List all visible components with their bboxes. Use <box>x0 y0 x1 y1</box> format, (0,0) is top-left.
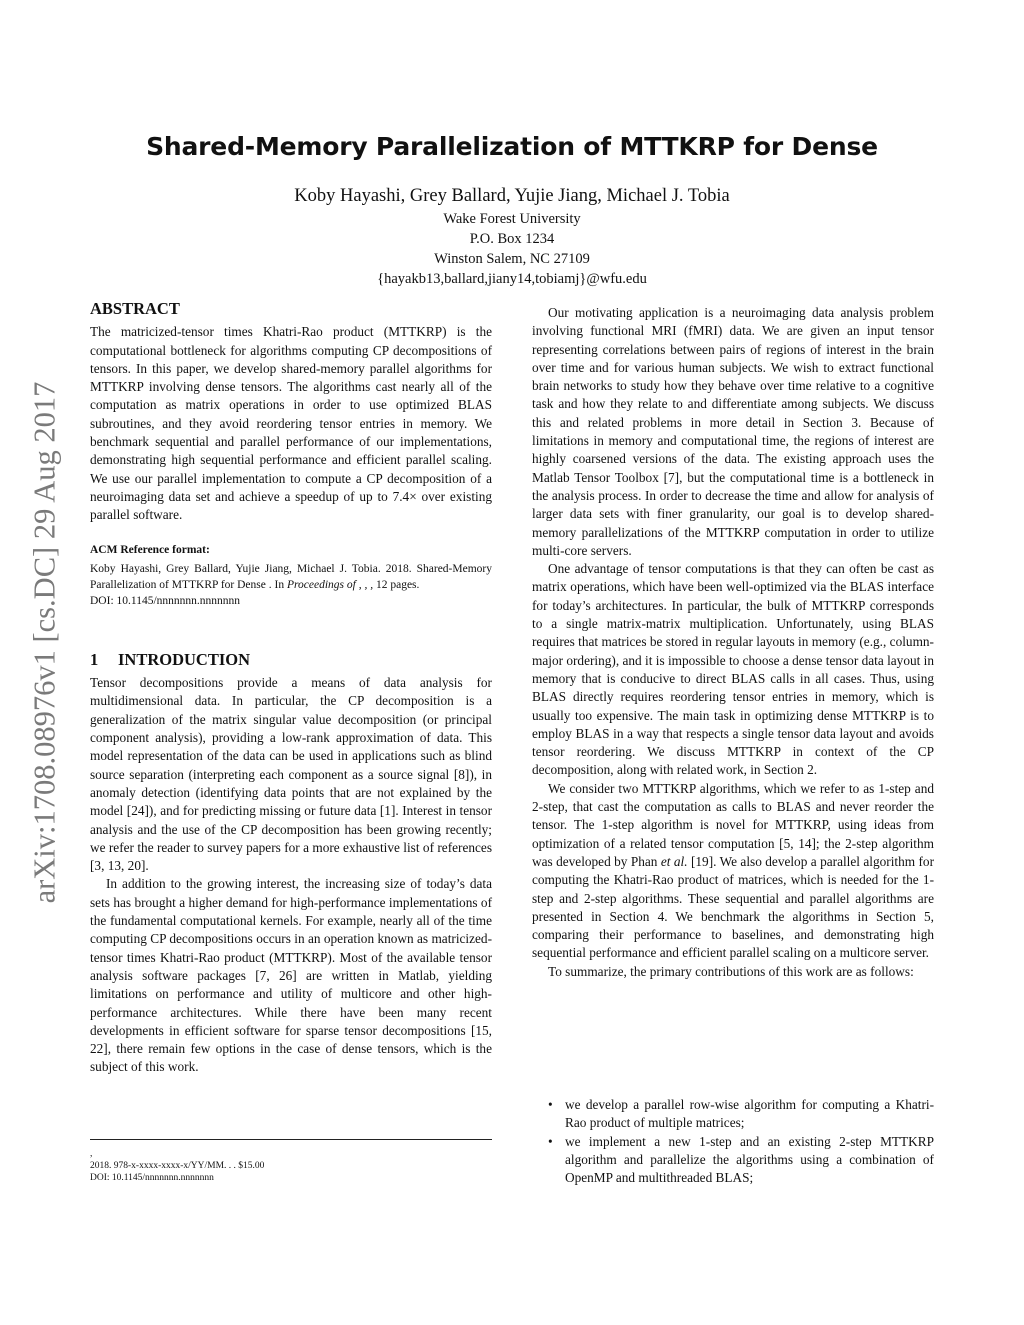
acm-reference-heading: ACM Reference format: <box>90 543 210 556</box>
right-paragraph-4: To summarize, the primary contributions of this work are as follows: <box>548 963 914 979</box>
address-line-2: Winston Salem, NC 27109 <box>434 251 590 267</box>
right-paragraph-2: One advantage of tensor computations is that they can often be cast as matrix operations, which have been well-optimized via the BLAS interface for today’s architectures. In particular, the bulk of MTTKRP corresponds to a single matrix-matrix multiplication. Unfortunately, using BLAS requires that matrices be stored in regular layouts in memory (e.g., column-major ordering), and it is impossible to choose a dense tensor data layout in memory that is conducive to direct BLAS calls in all cases. Thus, using BLAS directly requires reordering tensor entries in memory, which is usually too expensive. The main task in optimizing dense MTTKRP is to employ BLAS in a way that respects a single tensor data layout and avoids tensor reordering. We discuss MTTKRP in context of the CP decomposition, along with related work, in Section 2. <box>532 561 934 778</box>
author-list: Koby Hayashi, Grey Ballard, Yujie Jiang, Michael J. Tobia <box>294 186 730 206</box>
paper-title: Shared-Memory Parallelization of MTTKRP for Dense <box>146 132 878 161</box>
introduction-heading: 1 INTRODUCTION <box>90 649 251 669</box>
footnote <box>90 1148 492 1184</box>
affiliation-block <box>0 209 1024 289</box>
right-paragraph-3: We consider two MTTKRP algorithms, which we refer to as 1-step and 2-step, that cast the computation as calls to BLAS and never reorder the tensor. The 1-step algorithm is novel for MTTKRP, using ideas from optimization of a related tensor computation [5, 14]; the 2-step algorithm was developed by Phan et al. [19]. We also develop a parallel algorithm for computing the Khatri-Rao product of matrices, which is needed for the 1-step and 2-step algorithms. These sequential and parallel algorithms are presented in Section 4. We benchmark the algorithms in Section 5, comparing their performance to baselines, and demonstrating high sequential performance and efficient parallel scaling on a multicore server. <box>532 780 934 961</box>
author-emails: {hayakb13,ballard,jiany14,tobiamj}@wfu.edu <box>377 271 647 287</box>
bullet-icon: • <box>548 1097 553 1112</box>
footnote-line-2: DOI: 10.1145/nnnnnnn.nnnnnnn <box>90 1173 214 1183</box>
intro-paragraph-1: Tensor decompositions provide a means of data analysis for multidimensional data. In particular, the CP decomposition is a generalization of the matrix singular value decomposition (or principal component analysis), providing a low-rank approximation of data. This model representation of the data can be used in applications such as blind source separation (interpreting each component as a source signal [8]), in anomaly detection (identifying data points that are not explained by the model [24]), and for predicting missing or future data [1]. Interest in tensor analysis and the use of the CP decomposition has been growing recently; we refer the reader to survey papers for a more exhaustive list of references [3, 13, 20]. <box>90 675 492 874</box>
left-column <box>90 300 492 1077</box>
arxiv-identifier: arXiv:1708.08976v1 [cs.DC] 29 Aug 2017 <box>27 381 62 904</box>
intro-paragraph-2: In addition to the growing interest, the increasing size of today’s data sets has brought a higher demand for high-performance implementations of the fundamental computational kernels. For example, nearly all of the time computing CP decompositions occurs in an operation known as matricized-tensor times Khatri-Rao product (MTTKRP). Most of the available tensor analysis software packages [7, 26] are written in Matlab, yielding limitations on performance and utility of multicore and other high-performance architectures. While there have been many recent developments in efficient software for sparse tensor decompositions [15, 22], there remain few options in the case of dense tensors, which is the subject of this work. <box>90 876 492 1075</box>
institution: Wake Forest University <box>443 211 581 227</box>
contributions-list <box>548 1096 934 1187</box>
footnote-divider <box>90 1139 492 1140</box>
address-line-1: P.O. Box 1234 <box>469 231 555 247</box>
bullet-icon: • <box>548 1133 553 1149</box>
abstract-heading: ABSTRACT <box>90 299 180 318</box>
abstract-text: The matricized-tensor times Khatri-Rao product (MTTKRP) is the computational bottleneck for algorithms computing CP decompositions of tensors. In this paper, we develop shared-memory parallel algorithms for MTTKRP involving dense tensors. The algorithms cast nearly all of the computation as matrix operations in order to use optimized BLAS subroutines, and they avoid reordering tensor entries in memory. We benchmark sequential and parallel performance of our implementations, demonstrating high sequential performance and efficient parallel scaling. We use our parallel implementation to compute a CP decomposition of a neuroimaging data set and achieve a speedup of up to 7.4× over existing parallel software. <box>90 324 492 523</box>
right-column <box>532 304 934 981</box>
acm-doi: DOI: 10.1145/nnnnnnn.nnnnnnn <box>90 594 241 607</box>
list-item: • we develop a parallel row-wise algorithm for computing a Khatri-Rao product of multiple matrices; <box>548 1097 934 1131</box>
right-paragraph-1: Our motivating application is a neuroimaging data analysis problem involving functional MRI (fMRI) data. We are given an input tensor representing correlations between pairs of regions of interest in the brain over time and for various human subjects. We wish to extract functional brain networks to study how they behave over time relative to a cognitive task and how they relate to and differentiate among subjects. We discuss this and related problems in more detail in Section 3. Because of limitations in memory and computational time, the regions of interest are highly coarsened versions of the data. The existing approach uses the Matlab Tensor Toolbox [7], but the computational time is a bottleneck in the analysis process. In order to decrease the time and allow for analysis of larger data sets with finer granularity, our goal is to develop shared-memory parallelizations of the MTTKRP computation in order to utilize multi-core servers. <box>532 305 934 558</box>
acm-reference: Koby Hayashi, Grey Ballard, Yujie Jiang, Michael J. Tobia. 2018. Shared-Memory Parallelization of MTTKRP for Dense . In Proceedings of , , , 12 pages. DOI: 10.1145/nnnnnnn.nnnnnnn <box>90 562 492 607</box>
footnote-mark: , <box>90 1149 93 1159</box>
footnote-line-1: 2018. 978-x-xxxx-xxxx-x/YY/MM. . . $15.00 <box>90 1161 265 1171</box>
list-item: • we implement a new 1-step and an existing 2-step MTTKRP algorithm and parallelize the algorithms using a combination of OpenMP and multithreaded BLAS; <box>548 1133 934 1186</box>
